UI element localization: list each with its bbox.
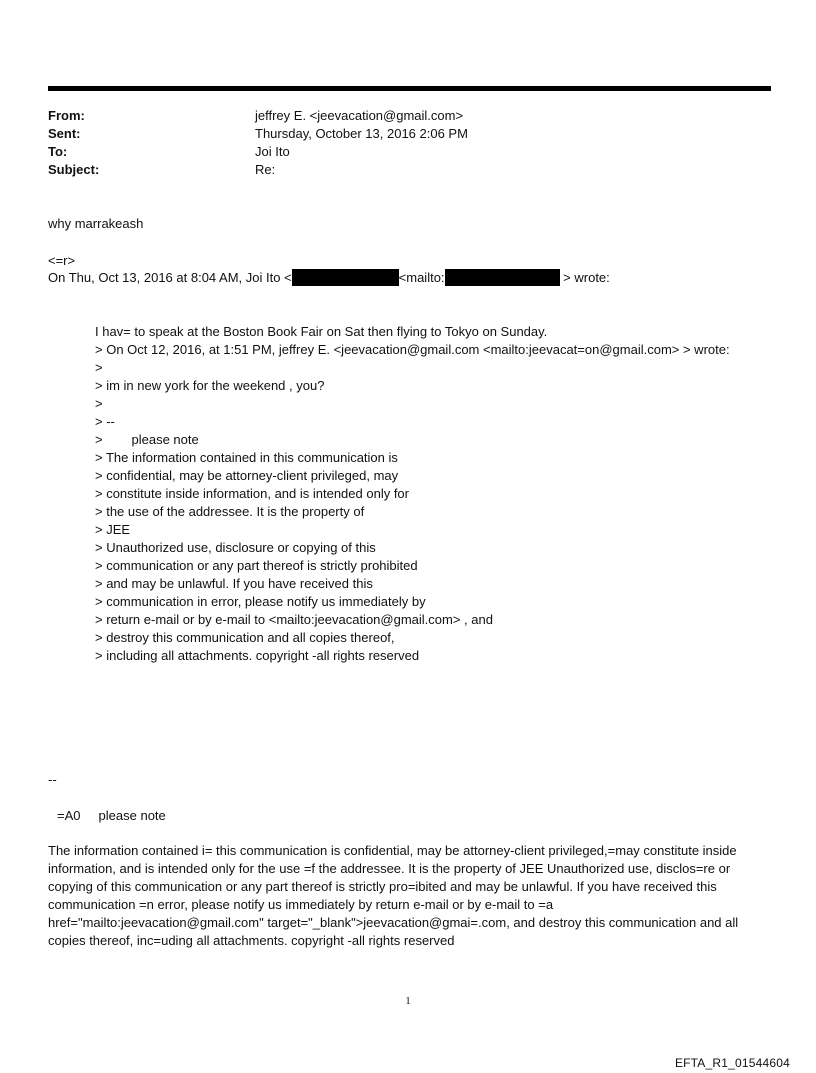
quoted-line: > xyxy=(95,360,103,375)
quoted-line: > destroy this communication and all copies thereof, xyxy=(95,630,395,645)
reply-mailto: <mailto: xyxy=(398,270,445,285)
signature-separator: -- xyxy=(48,772,57,787)
document-id: EFTA_R1_01544604 xyxy=(674,1056,790,1070)
marker-line: <=r> xyxy=(48,253,76,268)
from-value: jeffrey E. <jeevacation@gmail.com> xyxy=(255,108,464,123)
disclaimer-paragraph: The information contained i= this communication is confidential, may be attorney-client privileged,=may constitute inside information, and is intended only for the use =f the addressee. It is the property of JEE Unauthorized use, disclos=re or copying of this communication or any part thereof is strictly pro=ibited and may be unlawful. If you have received this communication =n error, please notify us immediately by return e-mail or by e-mail to =a href="mailto:jeevacation@gmail.com" target="_blank">jeevacation@gmai=.com, and destroy this communication and all copies thereof, inc=uding all attachments. copyright -all rights reserved xyxy=(48,843,739,948)
quoted-line: > please note xyxy=(95,432,199,447)
quoted-line: > including all attachments. copyright -all rights reserved xyxy=(95,648,420,663)
quoted-line: > im in new york for the weekend , you? xyxy=(95,378,325,393)
reply-prefix: On Thu, Oct 13, 2016 at 8:04 AM, Joi Ito < xyxy=(48,270,292,285)
sent-value: Thursday, October 13, 2016 2:06 PM xyxy=(255,126,468,141)
header-divider xyxy=(48,86,771,91)
reply-attribution xyxy=(48,269,610,287)
quoted-line: I hav= to speak at the Boston Book Fair on Sat then flying to Tokyo on Sunday. xyxy=(95,324,548,339)
page-number: 1 xyxy=(405,995,411,1007)
redaction-box xyxy=(445,269,560,286)
quoted-line: > The information contained in this communication is xyxy=(95,450,398,465)
quoted-line: > Unauthorized use, disclosure or copying of this xyxy=(95,540,376,555)
quoted-line: > On Oct 12, 2016, at 1:51 PM, jeffrey E. <jeevacation@gmail.com <mailto:jeevacat=on@gmail.com> > wrote: xyxy=(95,342,730,357)
quoted-line: > return e-mail or by e-mail to <mailto:jeevacation@gmail.com> , and xyxy=(95,612,493,627)
reply-suffix: > wrote: xyxy=(563,270,610,285)
signature-note: =A0 please note xyxy=(57,808,166,823)
from-label: From: xyxy=(48,108,85,123)
quoted-line: > and may be unlawful. If you have received this xyxy=(95,576,373,591)
subject-label: Subject: xyxy=(48,162,100,177)
quoted-line: > the use of the addressee. It is the property of xyxy=(95,504,365,519)
quoted-line: > constitute inside information, and is intended only for xyxy=(95,486,409,501)
to-label: To: xyxy=(48,144,68,159)
sent-label: Sent: xyxy=(48,126,81,141)
quoted-line: > xyxy=(95,396,103,411)
quoted-line: > communication or any part thereof is strictly prohibited xyxy=(95,558,418,573)
quoted-line: > -- xyxy=(95,414,115,429)
to-value: Joi Ito xyxy=(255,144,290,159)
quoted-line: > JEE xyxy=(95,522,131,537)
subject-value: Re: xyxy=(255,162,276,177)
redaction-box xyxy=(292,269,399,286)
quoted-line: > confidential, may be attorney-client privileged, may xyxy=(95,468,399,483)
quoted-line: > communication in error, please notify us immediately by xyxy=(95,594,426,609)
greeting-line: why marrakeash xyxy=(48,216,144,231)
